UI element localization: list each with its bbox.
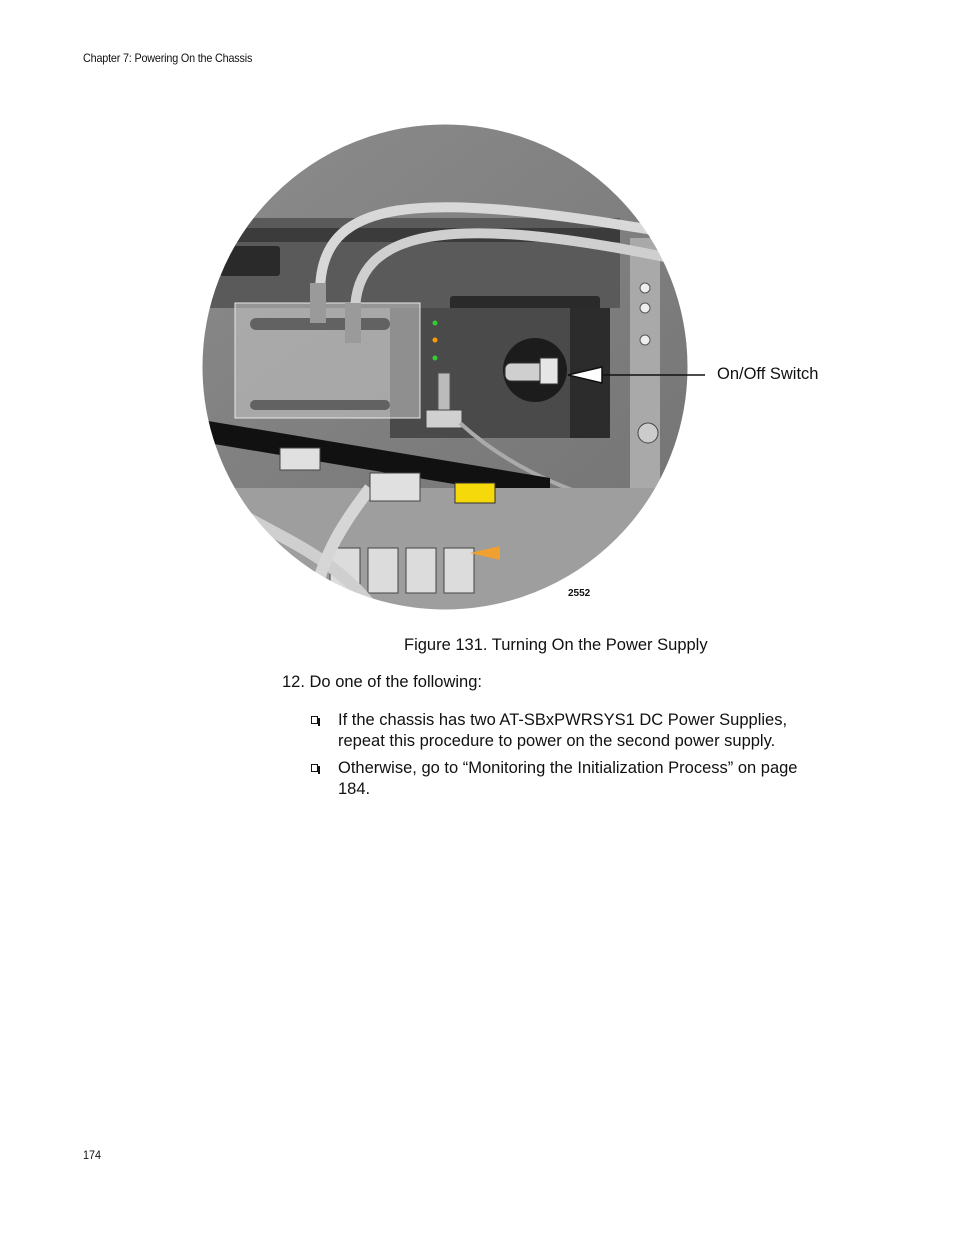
page-number: 174 — [83, 1148, 102, 1162]
checkbox-bullet-icon — [311, 764, 318, 772]
figure-caption: Figure 131. Turning On the Power Supply — [404, 636, 708, 654]
chapter-header: Chapter 7: Powering On the Chassis — [83, 51, 253, 65]
on-off-switch-callout: On/Off Switch — [717, 365, 819, 383]
list-item-text: If the chassis has two AT-SBxPWRSYS1 DC Power Supplies, repeat this procedure to power on the second power supply. — [338, 711, 788, 750]
step-12-text: 12. Do one of the following: — [282, 673, 482, 691]
checkbox-bullet-icon — [311, 716, 318, 724]
art-number: 2552 — [568, 588, 591, 599]
list-item-text: Otherwise, go to “Monitoring the Initialization Process” on page 184. — [338, 759, 798, 798]
